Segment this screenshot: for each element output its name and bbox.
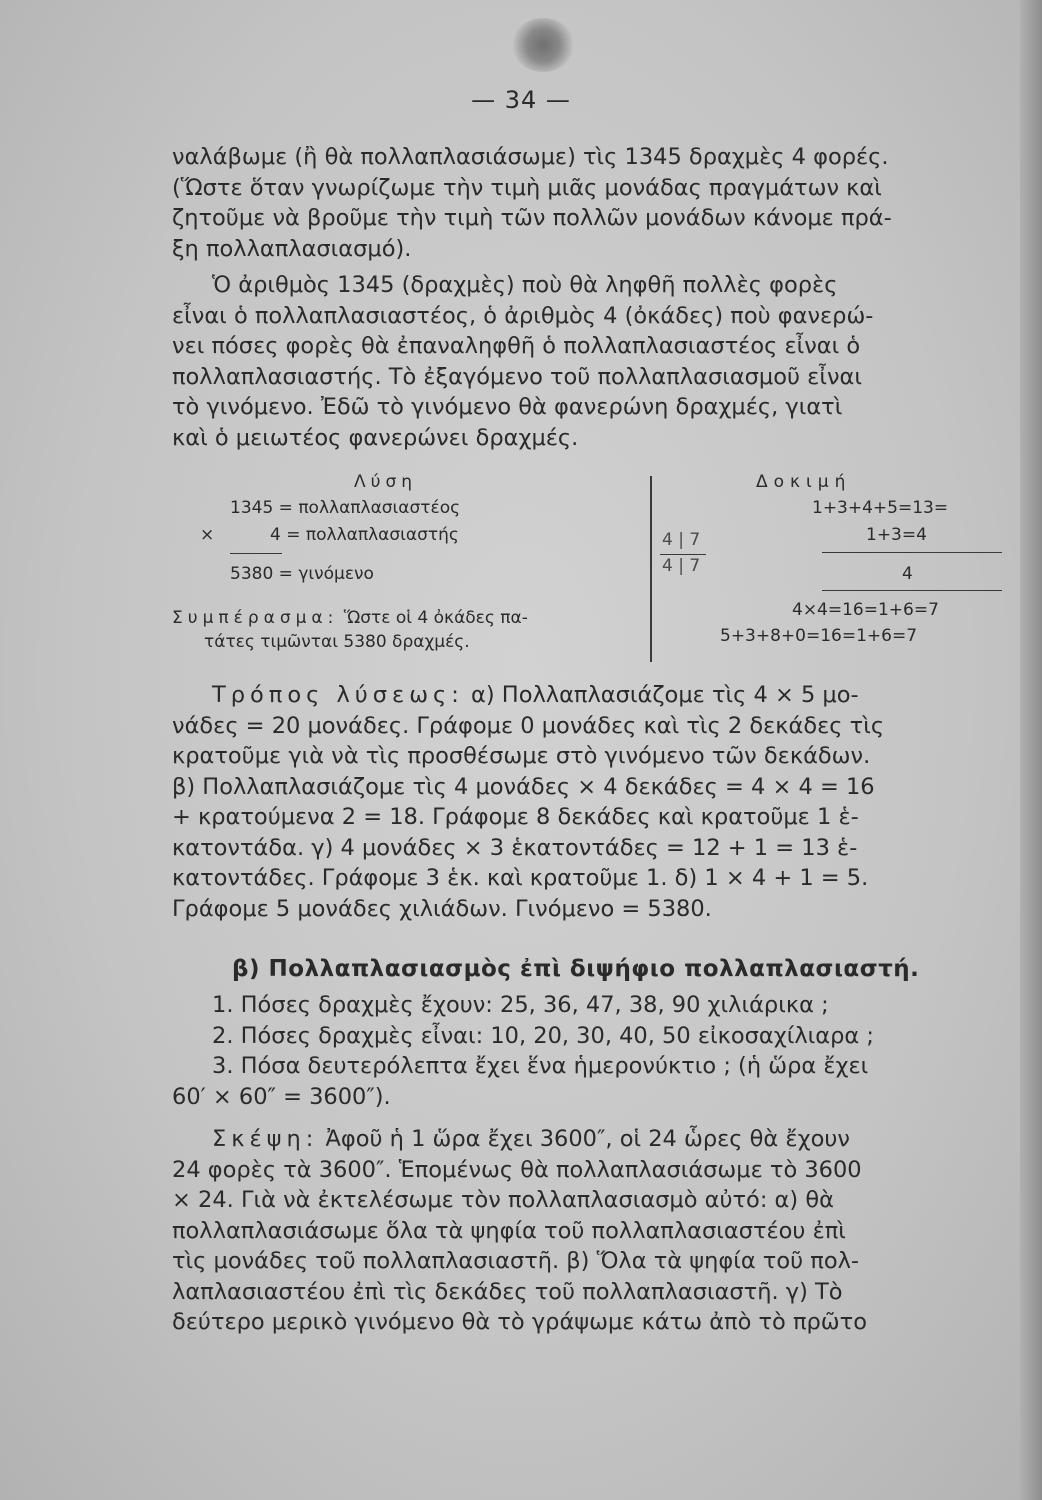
worked-example <box>172 470 1007 665</box>
text-line: ζητοῦμε νὰ βροῦμε τὴν τιμὴ τῶν πολλῶν μονάδων κάνομε πρά- <box>172 205 892 231</box>
thought-first-line: Ἀφοῦ ἡ 1 ὥρα ἔχει 3600″, οἱ 24 ὧρες θὰ ἔχουν <box>325 1126 850 1152</box>
terms-paragraph <box>172 270 990 453</box>
text-line: (Ὥστε ὅταν γνωρίζωμε τὴν τιμὴ μιᾶς μονάδας πραγμάτων καὶ <box>172 174 882 201</box>
times-sign: × <box>200 525 215 545</box>
method-label: Τρόπος λύσεως: <box>212 682 464 708</box>
text-line: εἶναι ὁ πολλαπλασιαστέος, ὁ ἀριθμὸς 4 (ὀκάδες) ποὺ φανερώ- <box>172 302 874 329</box>
check-line-1: 1+3+4+5=13= <box>812 498 949 518</box>
solution-rule <box>230 553 282 554</box>
text-line: καὶ ὁ μειωτέος φανερώνει δραχμές. <box>172 424 579 451</box>
text-line: τὶς μονάδες τοῦ πολλαπλασιαστῆ. β) Ὅλα τὰ ψηφία τοῦ πολ- <box>172 1248 860 1274</box>
ink-smudge <box>512 18 574 72</box>
text-line <box>172 680 990 711</box>
conclusion-label: Συμπέρασμα: <box>172 608 339 628</box>
section-subheading: β) Πολλαπλασιασμὸς ἐπὶ διψήφιο πολλαπλασιαστή. <box>232 956 920 982</box>
page-number: — 34 — <box>471 86 571 114</box>
nines-box-bottom: 4 | 7 <box>662 556 701 576</box>
text-line: κατοντάδα. γ) 4 μονάδες × 3 ἑκατοντάδες = 12 + 1 = 13 ἑ- <box>172 834 858 861</box>
text-line: τὸ γινόμενο. Ἐδῶ τὸ γινόμενο θὰ φανερώνη δραχμές, γιατὶ <box>172 394 843 420</box>
check-rule-1 <box>822 552 1002 553</box>
check-line-3: 4 <box>902 564 913 584</box>
text-line: ξη πολλαπλασιασμό). <box>172 235 412 262</box>
text-line: πολλαπλασιάσωμε ὅλα τὰ ψηφία τοῦ πολλαπλασιαστέου ἐπὶ <box>172 1217 846 1244</box>
method-first-line: α) Πολλαπλασιάζομε τὶς 4 × 5 μο- <box>471 682 859 708</box>
text-line: × 24. Γιὰ νὰ ἐκτελέσωμε τὸν πολλαπλασιασμὸ αὐτό: α) θὰ <box>172 1187 834 1213</box>
check-line-4: 4×4=16=1+6=7 <box>792 600 939 620</box>
text-line: κατοντάδες. Γράφομε 3 ἑκ. καὶ κρατοῦμε 1. δ) 1 × 4 + 1 = 5. <box>172 865 869 891</box>
exercise-list <box>172 990 990 1112</box>
check-rule-2 <box>822 590 1002 591</box>
nines-box-top: 4 | 7 <box>662 530 701 550</box>
text-line: + κρατούμενα 2 = 18. Γράφομε 8 δεκάδες καὶ κρατοῦμε 1 ἑ- <box>172 804 859 830</box>
solution-line-product: 5380 = γινόμενο <box>230 564 374 584</box>
exercise-item-cont: 60′ × 60″ = 3600″). <box>172 1083 391 1110</box>
check-title: Δοκιμή <box>756 472 852 492</box>
conclusion-line-2: τάτες τιμῶνται 5380 δραχμές. <box>204 632 470 652</box>
thought-label: Σκέψη: <box>212 1126 319 1152</box>
text-line: 24 φορὲς τὰ 3600″. Ἑπομένως θὰ πολλαπλασιάσωμε τὸ 3600 <box>172 1156 862 1183</box>
column-divider <box>650 476 652 662</box>
text-line: λαπλασιαστέου ἐπὶ τὶς δεκάδες τοῦ πολλαπλασιαστῆ. γ) Τὸ <box>172 1278 843 1305</box>
text-line: β) Πολλαπλασιάζομε τὶς 4 μονάδες × 4 δεκάδες = 4 × 4 = 16 <box>172 773 875 800</box>
check-line-2: 1+3=4 <box>866 525 927 545</box>
text-line: κρατοῦμε γιὰ νὰ τὶς προσθέσωμε στὸ γινόμενο τῶν δεκάδων. <box>172 743 871 769</box>
text-line <box>172 1124 990 1155</box>
thought-paragraph <box>172 1124 990 1338</box>
text-line: Γράφομε 5 μονάδες χιλιάδων. Γινόμενο = 5380. <box>172 895 712 922</box>
text-line: Ὁ ἀριθμὸς 1345 (δραχμὲς) ποὺ θὰ ληφθῆ πολλὲς φορὲς <box>212 272 838 298</box>
exercise-item: 2. Πόσες δραχμὲς εἶναι: 10, 20, 30, 40, 50 εἰκοσαχίλιαρα ; <box>212 1022 874 1049</box>
check-line-5: 5+3+8+0=16=1+6=7 <box>720 626 918 646</box>
intro-paragraph <box>172 142 990 264</box>
text-line: δεύτερο μερικὸ γινόμενο θὰ τὸ γράψωμε κάτω ἀπὸ τὸ πρῶτο <box>172 1309 867 1335</box>
solution-line-multiplier: 4 = πολλαπλασιαστής <box>270 525 459 545</box>
conclusion-line-1 <box>172 606 528 631</box>
solution-title: Λύση <box>354 472 418 492</box>
text-line: ναλάβωμε (ἢ θὰ πολλαπλασιάσωμε) τὶς 1345 δραχμὲς 4 φορές. <box>172 144 889 170</box>
text-line: πολλαπλασιαστής. Τὸ ἐξαγόμενο τοῦ πολλαπλασιασμοῦ εἶναι <box>172 363 862 390</box>
solution-line-multiplicand: 1345 = πολλαπλασιαστέος <box>230 498 461 518</box>
exercise-item: 1. Πόσες δραχμὲς ἔχουν: 25, 36, 47, 38, 90 χιλιάρικα ; <box>212 992 829 1018</box>
exercise-item: 3. Πόσα δευτερόλεπτα ἔχει ἕνα ἡμερονύκτιο ; (ἡ ὥρα ἔχει <box>212 1053 869 1079</box>
text-line: νει πόσες φορὲς θὰ ἐπαναληφθῆ ὁ πολλαπλασιαστέος εἶναι ὁ <box>172 333 861 359</box>
method-paragraph <box>172 680 990 924</box>
conclusion-text: Ὥστε οἱ 4 ὀκάδες πα- <box>343 608 528 628</box>
text-line: νάδες = 20 μονάδες. Γράφομε 0 μονάδες καὶ τὶς 2 δεκάδες τὶς <box>172 712 885 739</box>
page-edge <box>1020 0 1042 1500</box>
